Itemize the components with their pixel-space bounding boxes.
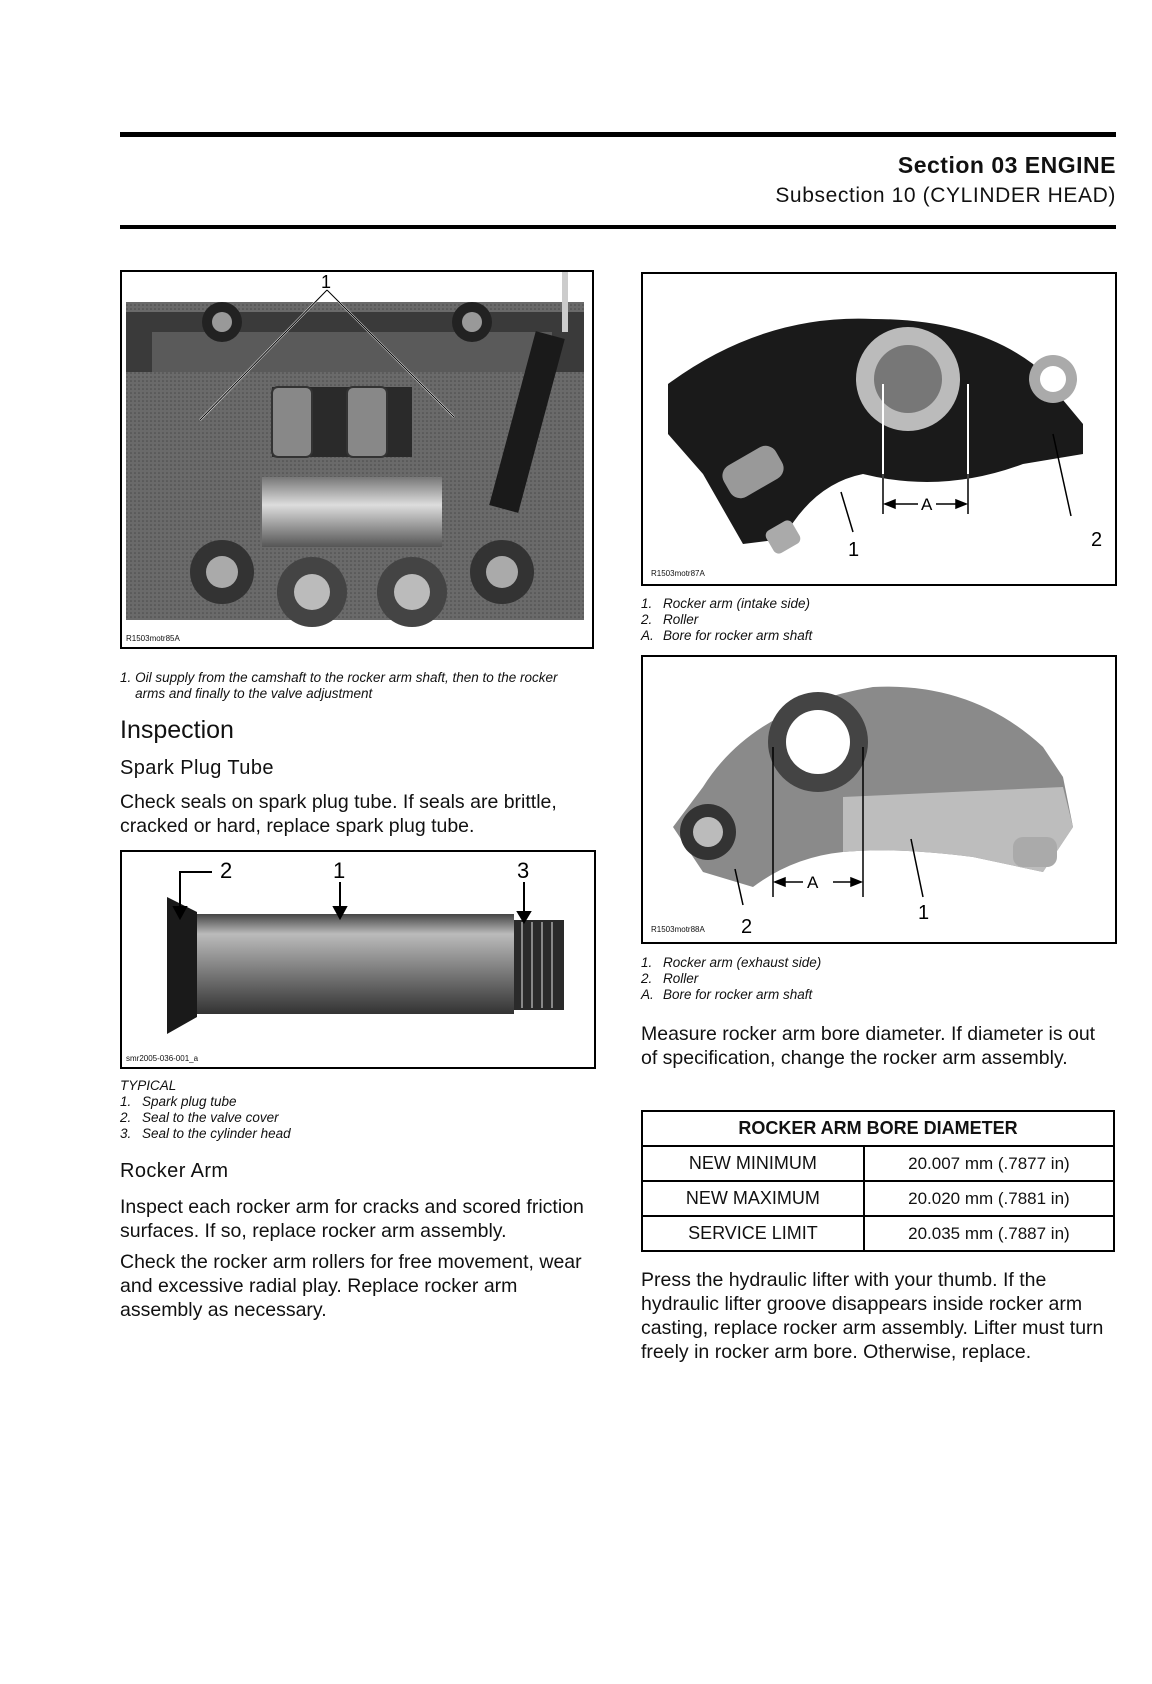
figure4-id: R1503motr88A [651,925,705,934]
figure3-callout-a: A [921,495,933,514]
figure2-id: smr2005-036-001_a [126,1054,199,1063]
inspection-heading: Inspection [120,716,234,744]
figure4-callout-a: A [807,873,819,892]
figure-spark-plug-tube [120,850,596,1069]
figure1-id: R1503motr85A [126,634,180,643]
rocker-arm-intake-illustration [643,274,1115,584]
figure2-callout-2: 2 [220,858,233,883]
figure2-caption-title: TYPICAL [120,1078,177,1093]
figure2-callout-1: 1 [333,858,346,883]
rocker-arm-heading: Rocker Arm [120,1160,229,1182]
spark-plug-tube-heading: Spark Plug Tube [120,757,274,779]
section-title: Section 03 ENGINE [897,152,1116,178]
rocker-arm-bore-table [641,1110,1115,1252]
rocker-arm-para2: Check the rocker arm rollers for free movement, wear and excessive radial play. Replace rocker arm assembly as necessary. [120,1251,582,1321]
figure-rocker-arm-intake [641,272,1117,586]
figure3-callout-2: 2 [1091,529,1103,551]
figure4-callout-2: 2 [741,916,753,938]
figure3-id: R1503motr87A [651,569,705,578]
table-row: SERVICE LIMIT 20.035 mm (.7887 in) [642,1216,1114,1251]
spark-plug-tube-text: Check seals on spark plug tube. If seals are brittle, cracked or hard, replace spark plug tube. [120,791,557,837]
spark-plug-tube-illustration [122,852,594,1067]
header-bottom-rule [120,225,1116,229]
table-row: NEW MINIMUM 20.007 mm (.7877 in) [642,1146,1114,1181]
figure4-callout-1: 1 [918,902,930,924]
measure-text: Measure rocker arm bore diameter. If diameter is out of specification, change the rocker arm assembly. [641,1023,1096,1069]
header-top-rule [120,132,1116,137]
table-title: ROCKER ARM BORE DIAMETER [642,1111,1114,1146]
subsection-title: Subsection 10 (CYLINDER HEAD) [775,184,1116,207]
lifter-text: Press the hydraulic lifter with your thumb. If the hydraulic lifter groove disappears inside rocker arm casting, replace rocker arm assembly. Lifter must turn freely in rocker arm bore. Otherwise, replace. [641,1269,1104,1363]
rocker-arm-exhaust-illustration [643,657,1115,942]
figure2-callout-3: 3 [517,858,530,883]
figure3-callout-1: 1 [848,539,860,561]
figure3-caption: 1. Rocker arm (intake side) 2. Roller A. Bore for rocker arm shaft [641,596,813,643]
figure-cylinder-head [120,270,594,649]
figure2-caption: TYPICAL 1. Spark plug tube 2. Seal to the valve cover 3. Seal to the cylinder head [120,1078,590,1142]
cylinder-head-illustration [122,272,592,647]
figure4-caption: 1. Rocker arm (exhaust side) 2. Roller A. Bore for rocker arm shaft [641,955,822,1002]
rocker-arm-para1: Inspect each rocker arm for cracks and scored friction surfaces. If so, replace rocker arm assembly. [120,1196,584,1242]
figure1-caption: 1. Oil supply from the camshaft to the rocker arm shaft, then to the rocker arms and finally to the valve adjustment [120,670,558,701]
table-row: NEW MAXIMUM 20.020 mm (.7881 in) [642,1181,1114,1216]
figure1-callout-1: 1 [321,272,332,292]
figure-rocker-arm-exhaust [641,655,1117,944]
